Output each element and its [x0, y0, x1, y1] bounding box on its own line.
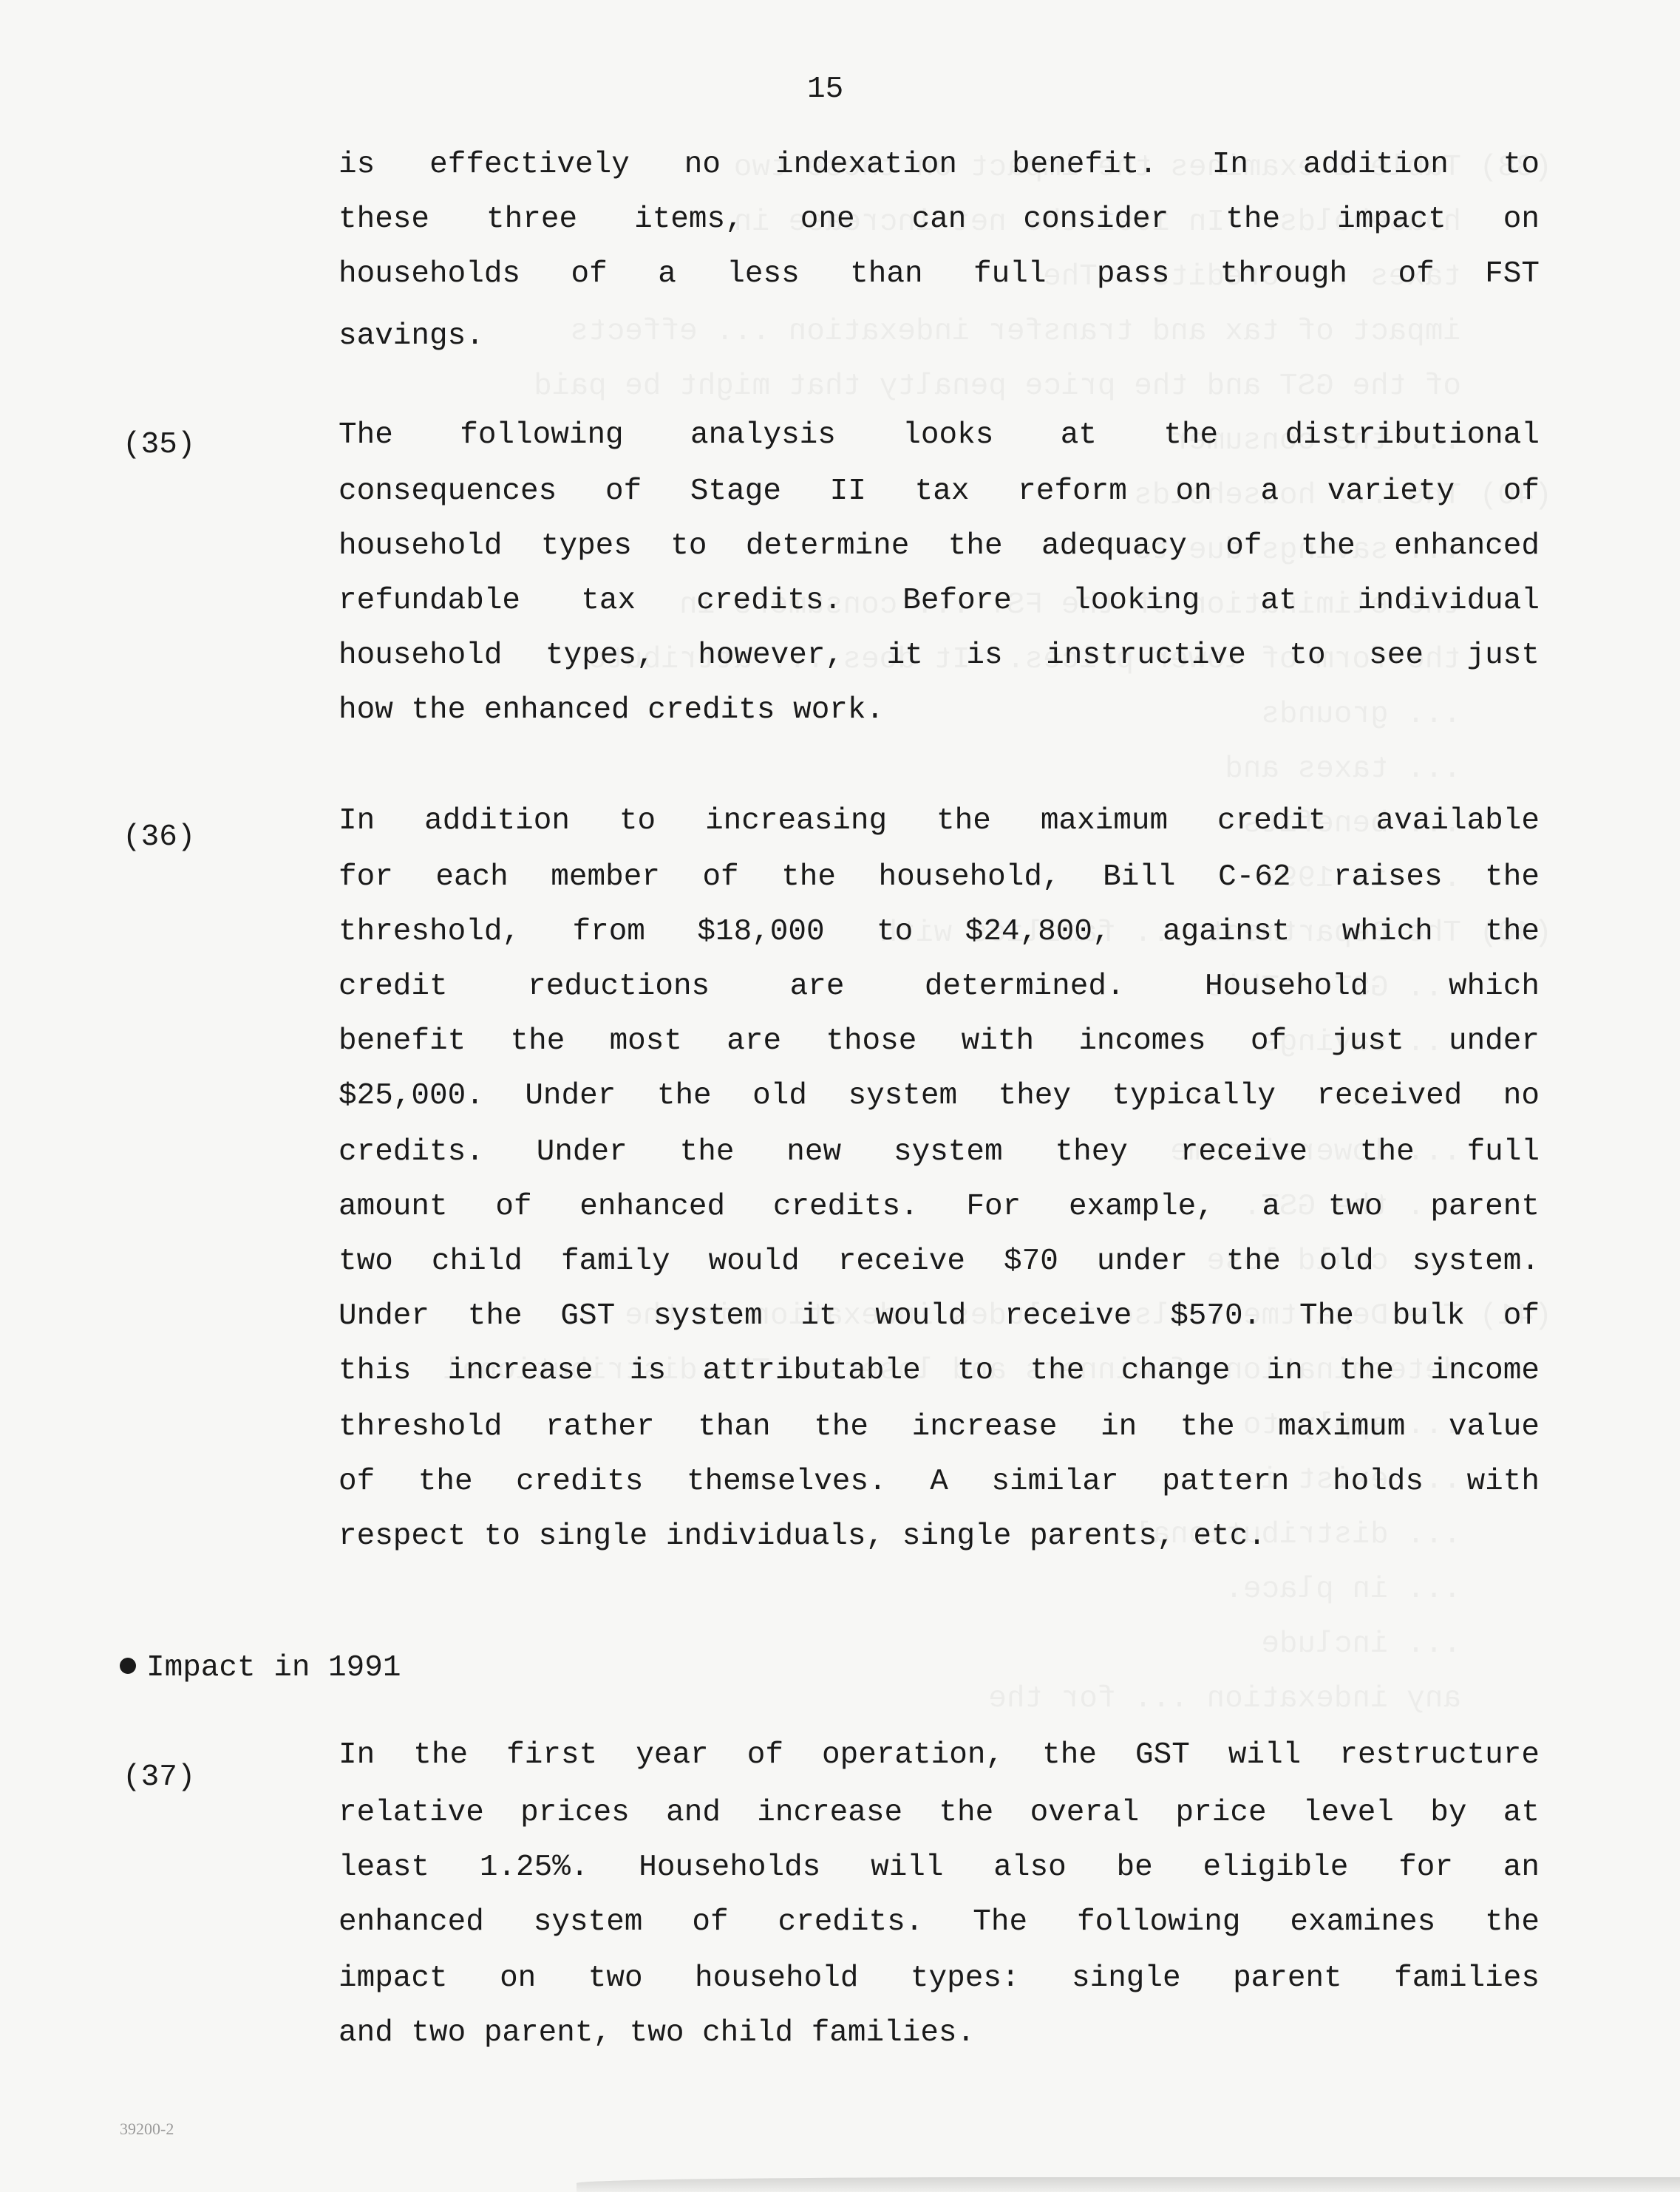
text-line: $25,000. Under the old system they typically received no: [339, 1079, 1540, 1113]
text-line: amount of enhanced credits. For example, a two parent: [339, 1190, 1540, 1224]
text-line: these three items, one can consider the impact on: [339, 202, 1540, 236]
text-line: refundable tax credits. Before looking at individual: [339, 584, 1540, 618]
text-line: The following analysis looks at the distributional: [339, 418, 1540, 452]
bullet-icon: [120, 1658, 136, 1674]
text-line: is effectively no indexation benefit. In addition to: [339, 148, 1540, 182]
page-edge: [577, 2177, 1680, 2192]
text-line: respect to single individuals, single parents, etc.: [339, 1519, 1266, 1553]
text-line: household types, however, it is instructive to see just: [339, 639, 1540, 673]
text-line: this increase is attributable to the change in the income: [339, 1354, 1540, 1388]
text-line: savings.: [339, 319, 484, 353]
text-line: least 1.25%. Households will also be eligible for an: [339, 1851, 1540, 1885]
text-line: of the credits themselves. A similar pattern holds with: [339, 1465, 1540, 1499]
text-line: threshold rather than the increase in the maximum value: [339, 1410, 1540, 1444]
section-heading: [120, 1650, 401, 1686]
section-heading-text: Impact in 1991: [146, 1651, 401, 1685]
text-line: for each member of the household, Bill C-62 raises the: [339, 860, 1540, 894]
document-code: 39200-2: [120, 2120, 174, 2138]
text-line: threshold, from $18,000 to $24,800, against which the: [339, 915, 1540, 949]
text-line: two child family would receive $70 under the old system.: [339, 1245, 1540, 1279]
text-line: enhanced system of credits. The following examines the: [339, 1905, 1540, 1939]
text-line: and two parent, two child families.: [339, 2016, 976, 2050]
text-line: how the enhanced credits work.: [339, 693, 885, 727]
paragraph-number: (35): [123, 428, 196, 462]
text-line: relative prices and increase the overal price level by at: [339, 1796, 1540, 1830]
text-line: credit reductions are determined. Household which: [339, 970, 1540, 1004]
page-number: 15: [807, 72, 844, 106]
text-line: consequences of Stage II tax reform on a variety of: [339, 474, 1540, 508]
text-line: In addition to increasing the maximum credit available: [339, 804, 1540, 838]
text-line: credits. Under the new system they receive the full: [339, 1135, 1540, 1169]
paragraph-number: (37): [123, 1760, 196, 1794]
text-line: In the first year of operation, the GST will restructure: [339, 1738, 1540, 1772]
text-line: household types to determine the adequacy of the enhanced: [339, 529, 1540, 563]
paragraph-number: (36): [123, 820, 196, 854]
text-line: households of a less than full pass through of FST: [339, 257, 1540, 291]
text-line: benefit the most are those with incomes of just under: [339, 1024, 1540, 1058]
text-line: Under the GST system it would receive $570. The bulk of: [339, 1299, 1540, 1333]
text-line: impact on two household types: single parent families: [339, 1961, 1540, 1995]
